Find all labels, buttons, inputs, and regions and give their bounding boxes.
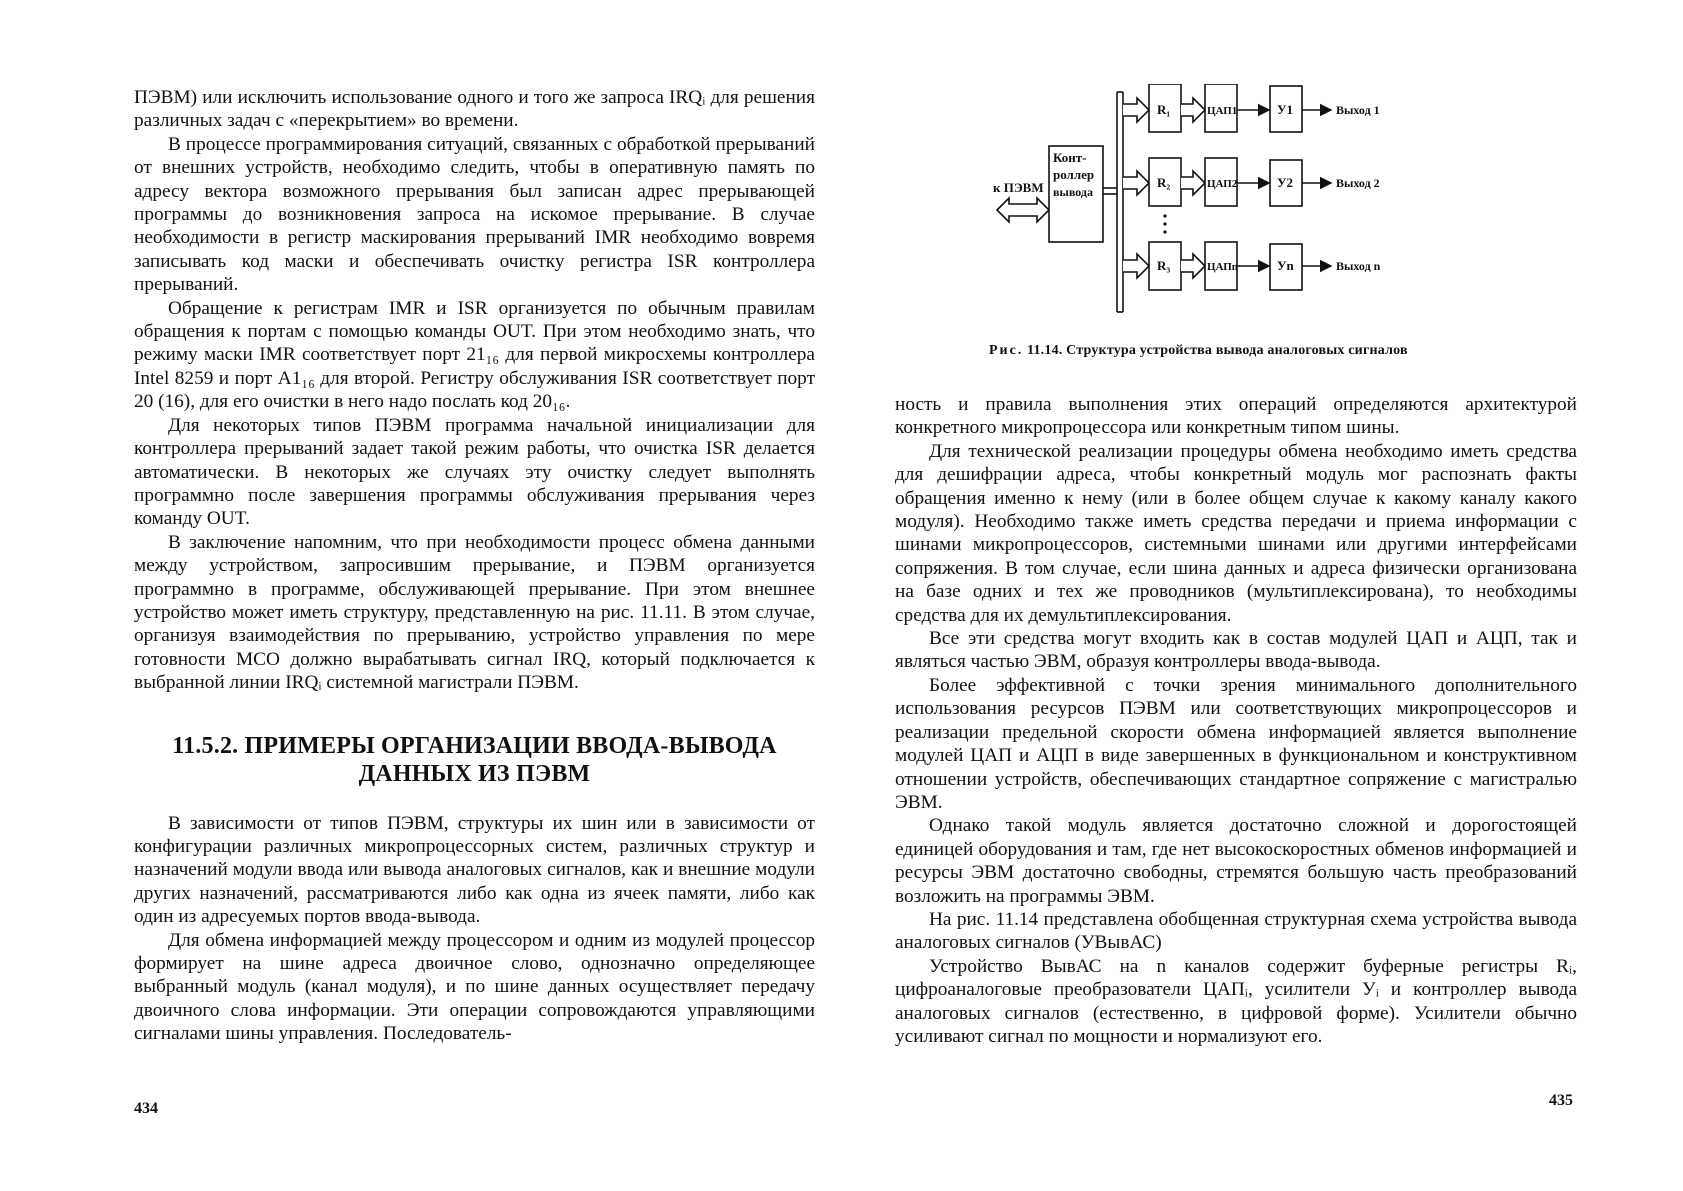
amplifier-label: Уn (1277, 258, 1294, 273)
paragraph: На рис. 11.14 представлена обобщенная структурная схема устройства вывода аналоговых сигналов (УВывАС) (895, 908, 1577, 954)
paragraph: Для некоторых типов ПЭВМ программа начальной инициализации для контроллера прерываний задает такой режим работы, что очистка ISR делается автоматически. В некоторых же случаях эту очистку следует выполнять программно после завершения программы обслуживания прерывания через команду OUT. (134, 414, 815, 530)
controller-label-1: Конт- (1053, 150, 1087, 165)
output-label: Выход n (1336, 259, 1381, 273)
dac-label: ЦАП1 (1207, 105, 1238, 117)
dac-label: ЦАПn (1207, 261, 1238, 273)
left-page (0, 0, 841, 1191)
section-heading-line-2: ДАННЫХ ИЗ ПЭВМ (358, 760, 591, 787)
left-text-column (134, 86, 815, 1046)
bidirectional-bus-arrow (997, 198, 1049, 222)
left-paragraphs-before (134, 86, 815, 695)
output-label: Выход 1 (1336, 103, 1380, 117)
paragraph: ПЭВМ) или исключить использование одного и того же запроса IRQᵢ для решения различных задач с «перекрытием» во времени. (134, 87, 815, 132)
input-label: к ПЭВМ (993, 180, 1044, 195)
paragraph: Однако такой модуль является достаточно сложной и дорогостоящей единицей оборудования и там, где нет высокоскоростных обменов информацией и ресурсы ЭВМ достаточно свободны, стремятся большую часть преобразований возложить на программы ЭВМ. (895, 815, 1577, 907)
output-label: Выход 2 (1336, 176, 1380, 190)
paragraph: Обращение к регистрам IMR и ISR организуется по обычным правилам обращения к портам с помощью команды OUT. При этом необходимо знать, что режиму маски IMR соответствует порт 21₁₆ для первой микросхемы контроллера Intel 8259 и порт А1₁₆ для второй. Регистру обслуживания ISR соответствует порт 20 (16), для его очистки в него надо послать код 20₁₆. (134, 297, 815, 413)
figure-caption-prefix: Рис. (989, 343, 1024, 358)
dac-label: ЦАП2 (1207, 178, 1238, 190)
paragraph: Более эффективной с точки зрения минимального дополнительного использования ресурсов ПЭВМ или соответствующих микропроцессоров и реализации предельной скорости обмена информацией является выполнение модулей ЦАП и АЦП в виде завершенных в функциональном и конструктивном отношении устройств, обеспечивающих стандартное сопряжение с магистралью ЭВМ. (895, 674, 1577, 813)
paragraph: В заключение напомним, что при необходимости процесс обмена данными между устройством, запросившим прерывание, и ПЭВМ организуется программно в программе, обслуживающей прерывание. При этом внешнее устройство может иметь структуру, представленную на рис. 11.11. В этом случае, организуя взаимодействия по прерыванию, устройство управления по мере готовности МСО должно вырабатывать сигнал IRQ, который подключается к выбранной линии IRQᵢ системной магистрали ПЭВМ. (134, 531, 815, 694)
right-text-column (895, 393, 1577, 1048)
paragraph: В процессе программирования ситуаций, связанных с обработкой прерываний от внешних устройств, необходимо следить, чтобы в оперативную память по адресу вектора возможного прерывания был записан адрес прерывающей программы до возникновения запроса на искомое прерывание. В случае необходимости в регистр маскирования прерываний IMR необходимо вовремя записывать код маски и обеспечивать очистку регистра ISR контроллера прерываний. (134, 133, 815, 296)
figure-caption (989, 343, 1509, 359)
register-label: R₃ (1157, 258, 1171, 273)
controller-label-3: вывода (1053, 185, 1093, 199)
amplifier-label: У2 (1277, 175, 1294, 190)
controller-label-2: роллер (1053, 167, 1095, 182)
paragraph: В зависимости от типов ПЭВМ, структуры их шин или в зависимости от конфигурации различных микропроцессорных систем, различных структур и назначений модули ввода или вывода аналоговых сигналов, как и внешние модули других назначений, рассматриваются либо как одна из ячеек памяти, либо как один из адресуемых портов ввода-вывода. (134, 812, 815, 928)
channel-ellipsis (1163, 214, 1166, 233)
amplifier-label: У1 (1277, 102, 1294, 117)
section-heading-line-1: 11.5.2. ПРИМЕРЫ ОРГАНИЗАЦИИ ВВОДА-ВЫВОДА (172, 732, 777, 759)
paragraph: Для технической реализации процедуры обмена необходимо иметь средства для дешифрации адреса, чтобы конкретный модуль мог распознать факты обращения именно к нему (или в более общем случае к какому каналу какого модуля). Необходимо также иметь средства передачи и приема информации с шинами микропроцессоров, системными шинами или другими интерфейсами сопряжения. В том случае, если шина данных и адреса физически организована на базе одних и тех же проводников (мультиплексирована), то необходимы средства для их демультиплексирования. (895, 440, 1577, 626)
paragraph: Для обмена информацией между процессором и одним из модулей процессор формирует на шине адреса двоичное слово, однозначно определяющее выбранный модуль (канал модуля), и по шине данных осуществляет передачу двоичного слова информации. Эти операции сопровождаются управляющими сигналами шины управления. Последователь- (134, 929, 815, 1045)
register-label: R₂ (1157, 175, 1171, 190)
right-page (841, 0, 1683, 1191)
left-paragraphs-after (134, 812, 815, 1046)
paragraph: Все эти средства могут входить как в состав модулей ЦАП и АЦП, так и являться частью ЭВМ, образуя контроллеры ввода-вывода. (895, 628, 1577, 673)
page-number-left: 434 (134, 1100, 158, 1117)
paragraph: ность и правила выполнения этих операций определяются архитектурой конкретного микропроцессора или конкретным типом шины. (895, 394, 1577, 439)
section-heading (134, 732, 815, 788)
paragraph: Устройство ВывАС на n каналов содержит буферные регистры Rᵢ, цифроаналоговые преобразователи ЦАПᵢ, усилители Уᵢ и контроллер вывода аналоговых сигналов (естественно, в цифровой форме). Усилители обычно усиливают сигнал по мощности и нормализуют его. (895, 955, 1577, 1047)
analog-output-structure-diagram (991, 84, 1471, 324)
register-label: R₁ (1157, 102, 1171, 117)
page-number-right: 435 (1549, 1092, 1573, 1109)
figure-caption-text: 11.14. Структура устройства вывода аналоговых сигналов (1027, 343, 1408, 358)
